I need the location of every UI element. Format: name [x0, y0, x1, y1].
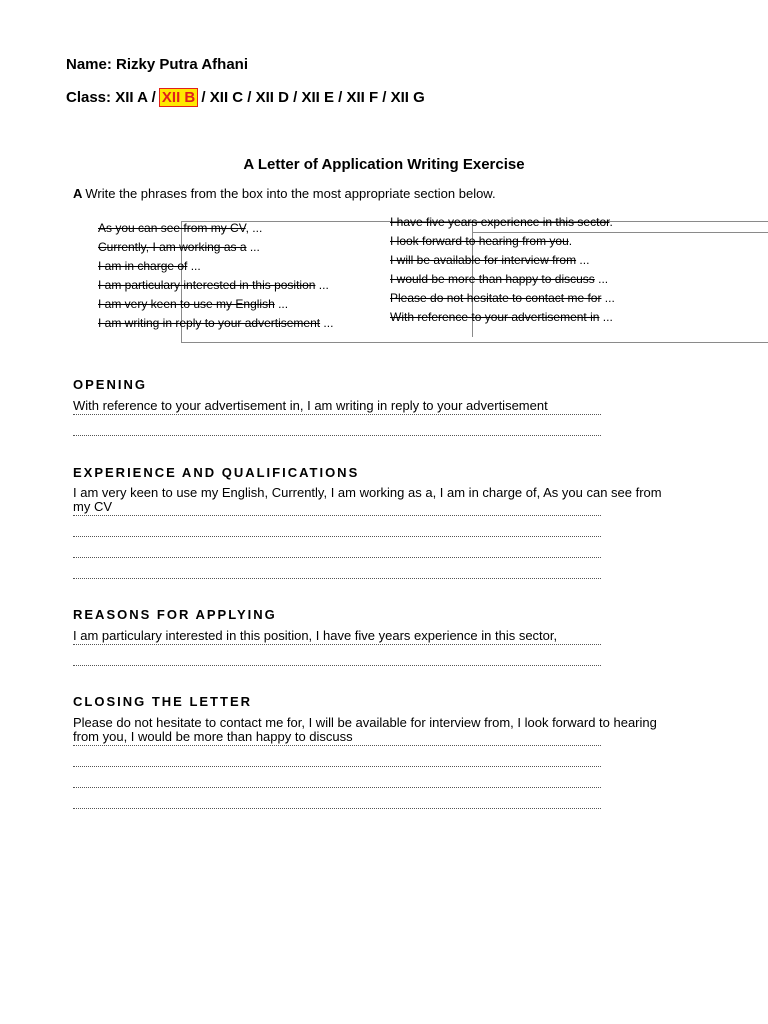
- answer-line: [73, 665, 601, 666]
- section-heading-reasons: REASONS FOR APPLYING: [73, 607, 277, 622]
- phrase-left-3: [98, 259, 201, 273]
- student-name: Name: Rizky Putra Afhani: [66, 56, 248, 73]
- instruction-label: A: [73, 186, 83, 201]
- answer-line: [73, 578, 601, 579]
- phrase-right-1: [390, 215, 613, 229]
- instruction: [73, 186, 496, 201]
- phrase-right-6: [390, 310, 613, 324]
- class-prefix: Class: XII A /: [66, 89, 160, 106]
- answer-line: [73, 745, 601, 746]
- answer-closing: Please do not hesitate to contact me for, I will be available for interview from, I look forward to hearing from you, I would be more than happy to discuss: [73, 715, 657, 744]
- answer-line: [73, 515, 601, 516]
- answer-line: [73, 536, 601, 537]
- phrase-suffix: .: [568, 234, 573, 248]
- phrase-right-2: [390, 234, 572, 248]
- phrase-text: I am writing in reply to your advertisement: [98, 316, 321, 330]
- section-heading-opening: OPENING: [73, 377, 147, 392]
- phrase-text: I will be available for interview from: [390, 253, 577, 267]
- phrase-text: Please do not hesitate to contact me for: [390, 291, 602, 305]
- phrase-right-5: [390, 291, 615, 305]
- section-heading-closing: CLOSING THE LETTER: [73, 694, 252, 709]
- page-title: A Letter of Application Writing Exercise: [243, 156, 525, 173]
- phrase-text: As you can see from my CV: [98, 221, 246, 235]
- phrase-left-2: [98, 240, 260, 254]
- answer-experience: I am very keen to use my English, Currently, I am working as a, I am in charge of, As you can see from my CV: [73, 485, 662, 514]
- phrase-text: I would be more than happy to discuss: [390, 272, 595, 286]
- phrase-text: Currently, I am working as a: [98, 240, 247, 254]
- answer-opening: With reference to your advertisement in, I am writing in reply to your advertisement: [73, 398, 548, 413]
- box-row-line: [472, 232, 768, 233]
- section-heading-experience: EXPERIENCE AND QUALIFICATIONS: [73, 465, 360, 480]
- answer-line: [73, 435, 601, 436]
- phrase-suffix: ...: [601, 291, 615, 305]
- phrase-suffix: ...: [594, 272, 609, 286]
- phrase-left-6: [98, 316, 333, 330]
- phrase-suffix: ...: [315, 278, 329, 292]
- answer-line: [73, 644, 601, 645]
- answer-reasons: I am particulary interested in this position, I have five years experience in this sector,: [73, 628, 558, 643]
- phrase-left-1: [98, 221, 262, 235]
- phrase-suffix: .: [609, 215, 613, 229]
- phrase-text: With reference to your advertisement in: [390, 310, 600, 324]
- phrase-left-4: [98, 278, 329, 292]
- class-highlight: XII B: [161, 89, 196, 106]
- phrase-suffix: ...: [576, 253, 590, 267]
- phrase-left-5: [98, 297, 288, 311]
- phrase-suffix: , ...: [245, 221, 263, 235]
- instruction-text: Write the phrases from the box into the most appropriate section below.: [85, 186, 496, 201]
- answer-line: [73, 766, 601, 767]
- phrase-text: I am very keen to use my English: [98, 297, 275, 311]
- phrase-suffix: ...: [246, 240, 260, 254]
- phrase-suffix: ...: [187, 259, 201, 273]
- phrase-suffix: ...: [274, 297, 289, 311]
- box-bottom-line: [181, 342, 768, 343]
- class-line: [66, 89, 425, 106]
- phrase-text: I look forward to hearing from you: [390, 234, 569, 248]
- answer-line: [73, 787, 601, 788]
- answer-line: [73, 414, 601, 415]
- phrase-right-3: [390, 253, 589, 267]
- phrase-suffix: ...: [320, 316, 334, 330]
- answer-line: [73, 557, 601, 558]
- phrase-suffix: ...: [599, 310, 613, 324]
- phrase-text: I am in charge of: [98, 259, 188, 273]
- phrase-right-4: [390, 272, 608, 286]
- class-suffix: / XII C / XII D / XII E / XII F / XII G: [197, 89, 425, 106]
- phrase-text: I am particulary interested in this position: [98, 278, 316, 292]
- answer-line: [73, 808, 601, 809]
- phrase-text: I have five years experience in this sector: [390, 215, 610, 229]
